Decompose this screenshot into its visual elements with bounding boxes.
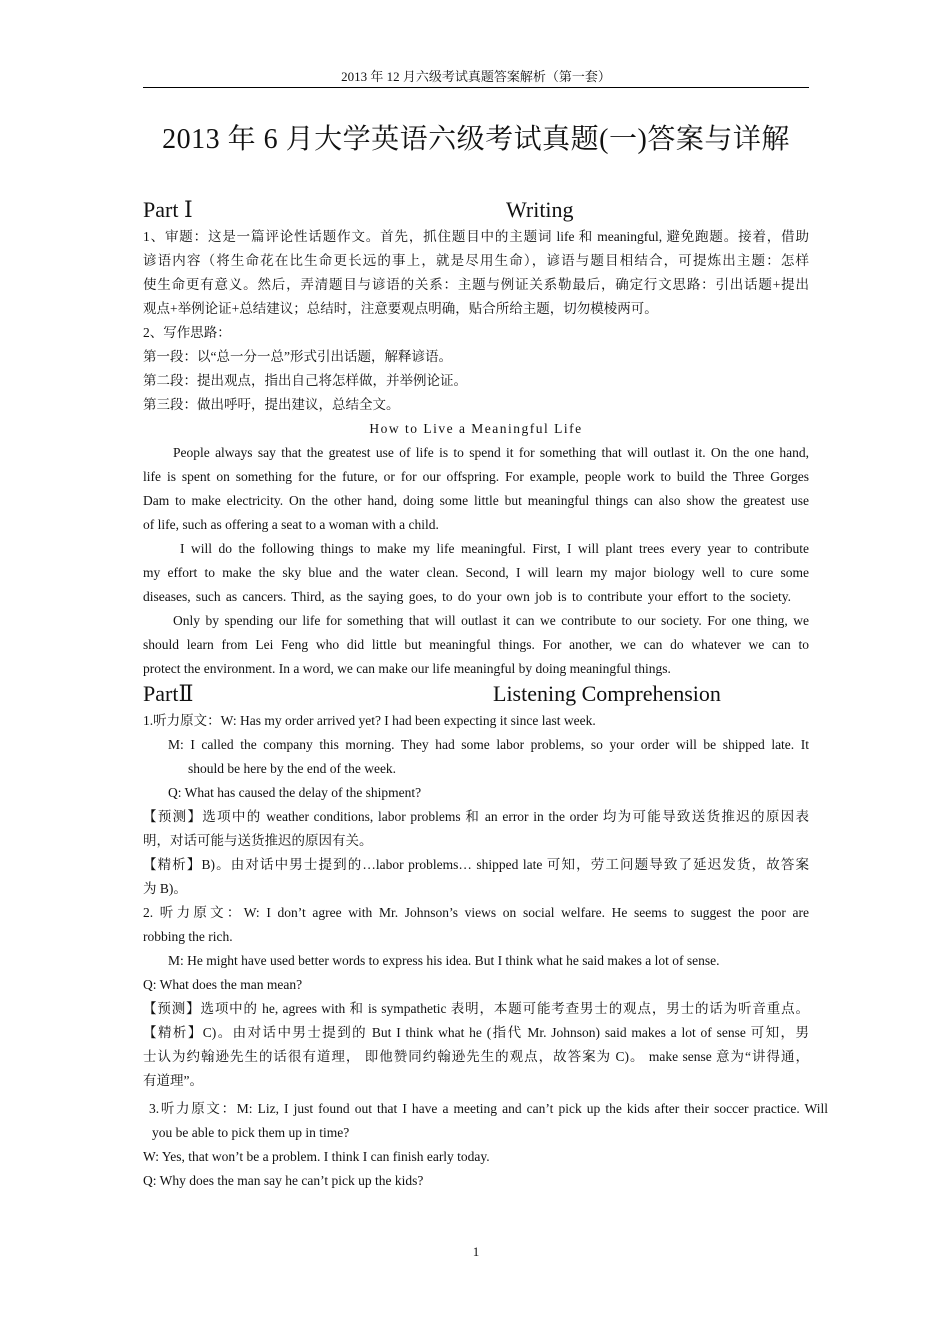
listening-line: 士认为约翰逊先生的话很有道理， 即他赞同约翰逊先生的观点，故答案为 C)。 make sense 意为“讲得通，: [143, 1049, 809, 1064]
essay-line: my effort to make the sky blue and the water clean. Second, I will learn my major biology well to cure some: [143, 565, 809, 580]
writing-analysis-line: 第三段：做出呼吁，提出建议，总结全文。: [143, 397, 400, 412]
essay-line: diseases, such as cancers. Third, as the saying goes, to do your own job is to contribute your effort to the society.: [143, 589, 791, 604]
listening-line: robbing the rich.: [143, 929, 233, 944]
listening-line: Q: What has caused the delay of the shipment?: [168, 785, 422, 800]
essay-title: How to Live a Meaningful Life: [369, 421, 583, 436]
essay-line: Dam to make electricity. On the other hand, doing some little but meaningful things can also show the greatest use: [143, 493, 809, 508]
listening-line: 【精析】C)。由对话中男士提到的 But I think what he (指代 Mr. Johnson) said makes a lot of sense 可知，男: [143, 1025, 809, 1040]
writing-analysis-line: 2、写作思路：: [143, 325, 231, 340]
writing-analysis-line: 第二段：提出观点，指出自己将怎样做，并举例论证。: [143, 373, 467, 388]
listening-line: 2. 听力原文：W: I don’t agree with Mr. Johnson’s views on social welfare. He seems to suggest the poor are: [143, 905, 809, 920]
listening-line: 【精析】B)。由对话中男士提到的…labor problems… shipped late 可知，劳工问题导致了延迟发货，故答案: [143, 857, 809, 872]
listening-line: 3.听力原文：M: Liz, I just found out that I have a meeting and can’t pick up the kids after their soccer practice. Will: [149, 1101, 828, 1116]
essay-line: of life, such as offering a seat to a woman with a child.: [143, 517, 439, 532]
listening-line: 【预测】选项中的 he, agrees with 和 is sympathetic 表明，本题可能考查男士的观点，男士的话为听音重点。: [143, 1001, 809, 1016]
writing-analysis-line: 1、审题：这是一篇评论性话题作文。首先，抓住题目中的主题词 life 和 meaningful, 避免跑题。接着，借助: [143, 229, 809, 244]
essay-line: Only by spending our life for something that will outlast it can we contribute to our society. For one thing, we: [173, 613, 809, 628]
listening-line: M: He might have used better words to express his idea. But I think what he said makes a lot of sense.: [168, 953, 720, 968]
listening-line: 有道理”。: [143, 1073, 203, 1088]
essay-line: I will do the following things to make my life meaningful. First, I will plant trees every year to contribute: [180, 541, 809, 556]
listening-line: Q: What does the man mean?: [143, 977, 303, 992]
listening-line: 1.听力原文：W: Has my order arrived yet? I had been expecting it since last week.: [143, 713, 596, 728]
listening-line: W: Yes, that won’t be a problem. I think I can finish early today.: [143, 1149, 490, 1164]
page-number: 1: [472, 1244, 480, 1259]
writing-analysis-line: 谚语内容（将生命花在比生命更长远的事上，就是尽用生命），谚语与题目相结合，可提炼出主题：怎样: [143, 253, 809, 268]
writing-analysis-line: 第一段：以“总一分一总”形式引出话题，解释谚语。: [143, 349, 452, 364]
running-header: 2013 年 12 月六级考试真题答案解析（第一套）: [341, 69, 611, 84]
listening-line: you be able to pick them up in time?: [152, 1125, 350, 1140]
essay-line: should learn from Lei Feng who did little but meaningful things. For another, we can do whatever we can to: [143, 637, 809, 652]
part-1-label: Part Ⅰ: [143, 197, 193, 222]
listening-line: 【预测】选项中的 weather conditions, labor problems 和 an error in the order 均为可能导致送货推迟的原因表: [143, 809, 809, 824]
listening-line: Q: Why does the man say he can’t pick up the kids?: [143, 1173, 424, 1188]
essay-line: life is spent on something for the future, or for our offspring. For example, people work to build the Three Gorges: [143, 469, 809, 484]
writing-analysis-line: 使生命更有意义。然后，弄清题目与谚语的关系：主题与例证关系勒最后，确定行文思路：引出话题+提出: [143, 277, 809, 292]
listening-line: M: I called the company this morning. They had some labor problems, so your order will be shipped late. It: [168, 737, 809, 752]
essay-line: protect the environment. In a word, we can make our life meaningful by doing meaningful things.: [143, 661, 671, 676]
document-title: 2013 年 6 月大学英语六级考试真题(一)答案与详解: [162, 124, 790, 155]
part-2-label: PartⅡ: [143, 681, 194, 706]
part-2-name: Listening Comprehension: [493, 681, 721, 706]
listening-line: 为 B)。: [143, 881, 187, 896]
part-1-name: Writing: [506, 197, 574, 222]
writing-analysis-line: 观点+举例论证+总结建议；总结时，注意要观点明确，贴合所给主题，切勿模棱两可。: [143, 301, 658, 316]
listening-line: should be here by the end of the week.: [188, 761, 397, 776]
listening-line: 明，对话可能与送货推迟的原因有关。: [143, 833, 373, 848]
essay-line: People always say that the greatest use of life is to spend it for something that will outlast it. On the one hand,: [173, 445, 809, 460]
header-rule: [143, 87, 809, 88]
